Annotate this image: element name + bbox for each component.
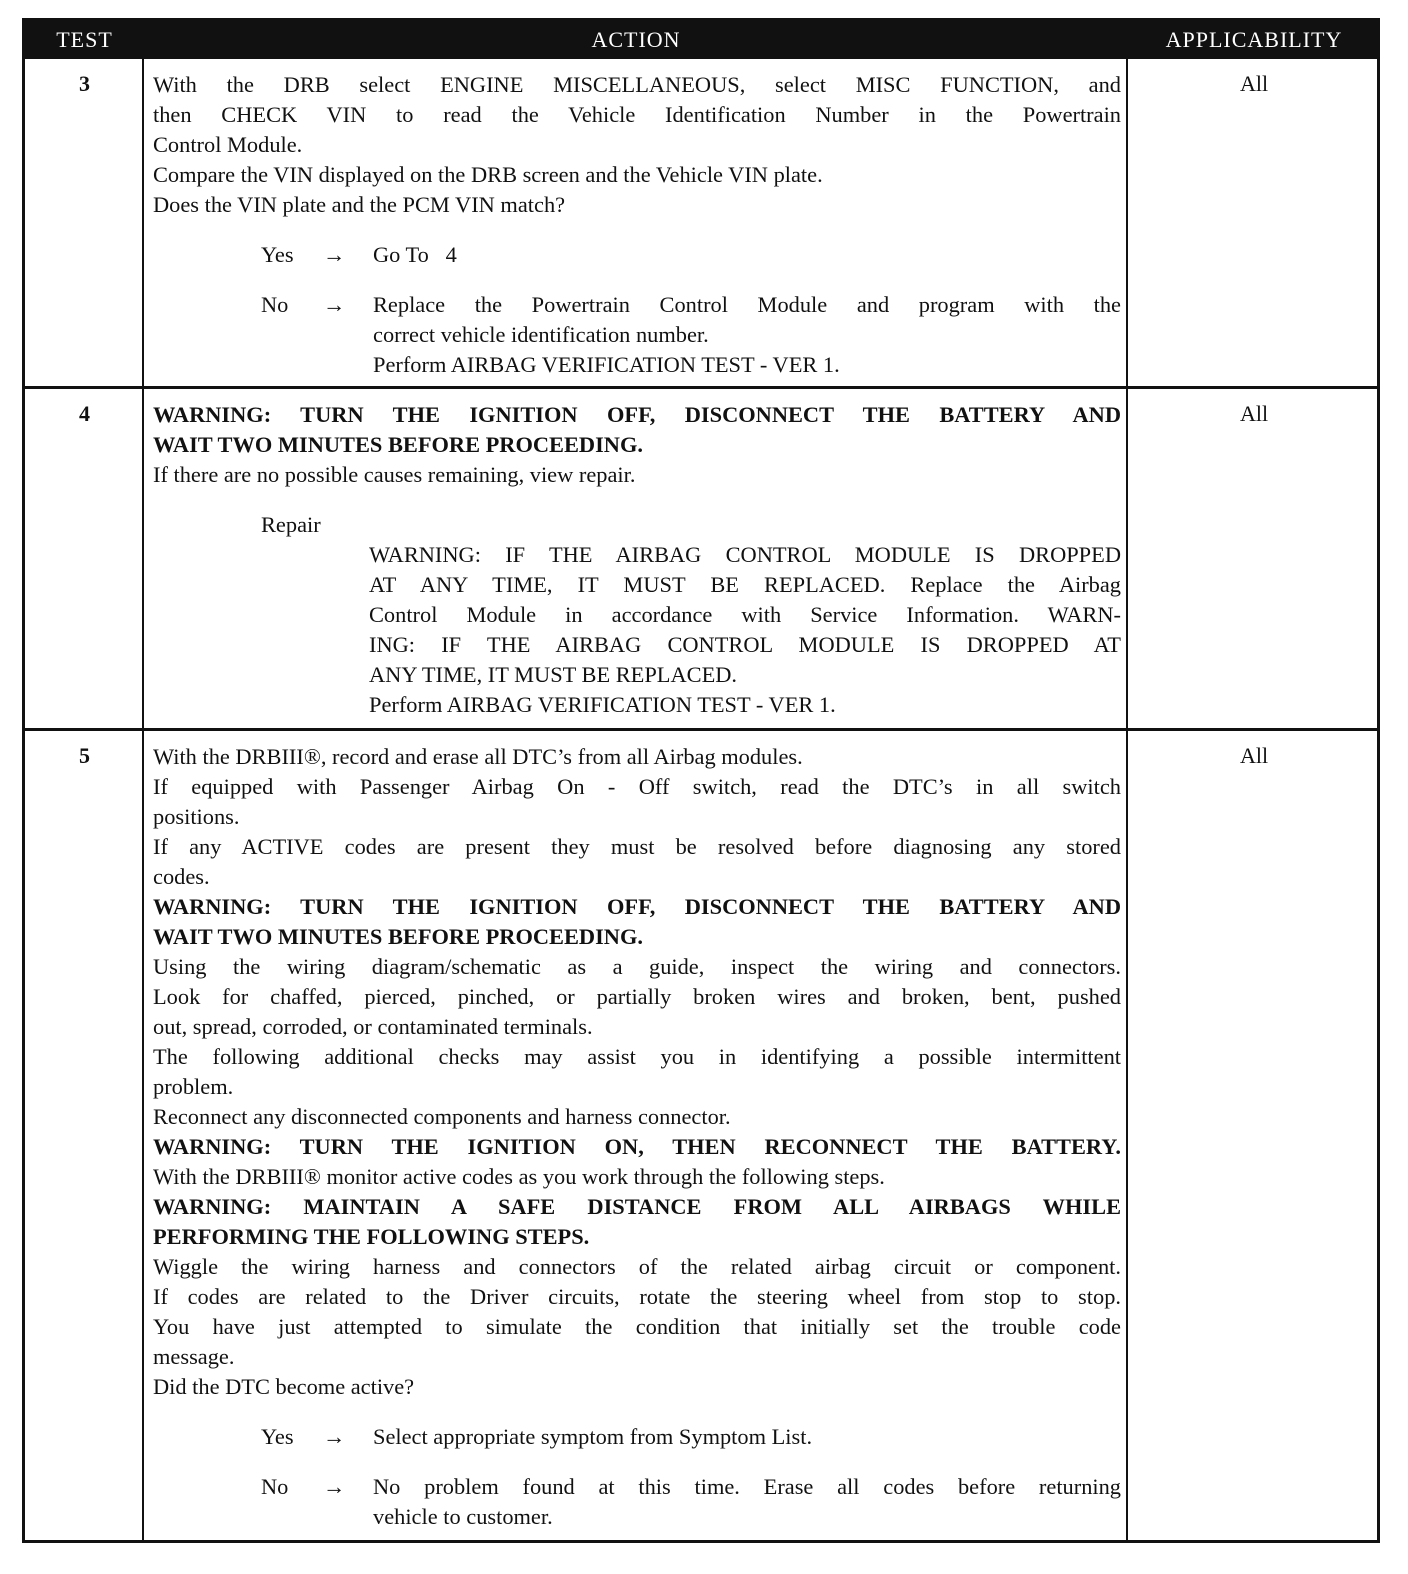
arrow-icon: → bbox=[323, 1474, 346, 1499]
header-action: ACTION bbox=[591, 27, 681, 52]
repair-line: ANY TIME, IT MUST BE REPLACED. bbox=[369, 662, 738, 687]
yes-result: Go To 4 bbox=[373, 242, 457, 267]
warning-line: WAIT TWO MINUTES BEFORE PROCEEDING. bbox=[153, 432, 643, 457]
warning-line: WARNING: TURN THE IGNITION OFF, DISCONNECT THE BATTERY AND bbox=[153, 894, 1121, 919]
repair-line: AT ANY TIME, IT MUST BE REPLACED. Replace the Airbag bbox=[369, 572, 1121, 597]
action-line: With the DRBIII® monitor active codes as you work through the following steps. bbox=[153, 1164, 885, 1189]
no-branch bbox=[153, 1472, 1121, 1532]
row-divider bbox=[25, 728, 1377, 731]
yes-label: Yes bbox=[261, 1424, 294, 1449]
action-line: Does the VIN plate and the PCM VIN match? bbox=[153, 192, 566, 217]
diagnostic-table bbox=[22, 18, 1380, 1543]
applicability-3: All bbox=[1239, 71, 1269, 96]
action-line: You have just attempted to simulate the condition that initially set the trouble code bbox=[153, 1314, 1121, 1339]
yes-branch bbox=[153, 1422, 1121, 1452]
no-result-line: correct vehicle identification number. bbox=[373, 322, 709, 347]
action-line: message. bbox=[153, 1344, 235, 1369]
action-line: With the DRB select ENGINE MISCELLANEOUS, select MISC FUNCTION, and bbox=[153, 72, 1121, 97]
applicability-4: All bbox=[1239, 401, 1269, 426]
yes-label: Yes bbox=[261, 242, 294, 267]
column-divider bbox=[1126, 59, 1128, 1540]
action-line: With the DRBIII®, record and erase all DTC’s from all Airbag modules. bbox=[153, 744, 803, 769]
action-line: If there are no possible causes remaining, view repair. bbox=[153, 462, 636, 487]
action-lines bbox=[153, 742, 1121, 1402]
applicability-5: All bbox=[1239, 743, 1269, 768]
repair-text bbox=[153, 540, 1121, 720]
repair-line: WARNING: IF THE AIRBAG CONTROL MODULE IS DROPPED bbox=[369, 542, 1121, 567]
arrow-icon: → bbox=[323, 292, 346, 317]
warning-line: PERFORMING THE FOLLOWING STEPS. bbox=[153, 1224, 590, 1249]
warning-line: WARNING: TURN THE IGNITION ON, THEN RECONNECT THE BATTERY. bbox=[153, 1134, 1121, 1159]
no-result-line: Replace the Powertrain Control Module and program with the bbox=[373, 292, 1121, 317]
header-applicability: APPLICABILITY bbox=[1165, 27, 1343, 52]
no-result-line: vehicle to customer. bbox=[373, 1504, 553, 1529]
action-test-5 bbox=[153, 742, 1121, 1532]
no-result-line: No problem found at this time. Erase all codes before returning bbox=[373, 1474, 1121, 1499]
action-line: Did the DTC become active? bbox=[153, 1374, 415, 1399]
no-branch bbox=[153, 290, 1121, 380]
no-label: No bbox=[261, 292, 289, 317]
action-test-3 bbox=[153, 70, 1121, 380]
repair-line: ING: IF THE AIRBAG CONTROL MODULE IS DROPPED AT bbox=[369, 632, 1121, 657]
warning-line: WARNING: TURN THE IGNITION OFF, DISCONNECT THE BATTERY AND bbox=[153, 402, 1121, 427]
repair-label: Repair bbox=[261, 512, 321, 537]
no-label: No bbox=[261, 1474, 289, 1499]
action-line: Control Module. bbox=[153, 132, 303, 157]
warning-line: WARNING: MAINTAIN A SAFE DISTANCE FROM ALL AIRBAGS WHILE bbox=[153, 1194, 1121, 1219]
test-number-5: 5 bbox=[79, 743, 90, 768]
test-number-3: 3 bbox=[79, 71, 90, 96]
action-line: Compare the VIN displayed on the DRB screen and the Vehicle VIN plate. bbox=[153, 162, 823, 187]
test-number-4: 4 bbox=[79, 401, 90, 426]
action-line: then CHECK VIN to read the Vehicle Identification Number in the Powertrain bbox=[153, 102, 1121, 127]
action-line: Reconnect any disconnected components and harness connector. bbox=[153, 1104, 731, 1129]
action-line: codes. bbox=[153, 864, 210, 889]
no-result-line: Perform AIRBAG VERIFICATION TEST - VER 1. bbox=[373, 352, 840, 377]
repair-line: Perform AIRBAG VERIFICATION TEST - VER 1. bbox=[369, 692, 836, 717]
action-line: out, spread, corroded, or contaminated terminals. bbox=[153, 1014, 593, 1039]
table-header bbox=[25, 21, 1377, 59]
action-line: problem. bbox=[153, 1074, 234, 1099]
action-line: Wiggle the wiring harness and connectors of the related airbag circuit or component. bbox=[153, 1254, 1121, 1279]
action-line: Using the wiring diagram/schematic as a guide, inspect the wiring and connectors. bbox=[153, 954, 1121, 979]
header-test: TEST bbox=[56, 27, 113, 52]
column-divider bbox=[142, 59, 144, 1540]
action-test-4 bbox=[153, 400, 1121, 720]
warning-line: WAIT TWO MINUTES BEFORE PROCEEDING. bbox=[153, 924, 643, 949]
action-line: The following additional checks may assist you in identifying a possible intermittent bbox=[153, 1044, 1121, 1069]
arrow-icon: → bbox=[323, 1424, 346, 1449]
action-line: Look for chaffed, pierced, pinched, or partially broken wires and broken, bent, pushed bbox=[153, 984, 1121, 1009]
action-line: positions. bbox=[153, 804, 240, 829]
arrow-icon: → bbox=[323, 242, 346, 267]
yes-branch bbox=[153, 240, 1121, 270]
action-line: If any ACTIVE codes are present they must be resolved before diagnosing any stored bbox=[153, 834, 1121, 859]
action-line: If equipped with Passenger Airbag On - Off switch, read the DTC’s in all switch bbox=[153, 774, 1121, 799]
repair-line: Control Module in accordance with Service Information. WARN- bbox=[369, 602, 1121, 627]
yes-result: Select appropriate symptom from Symptom List. bbox=[373, 1424, 813, 1449]
row-divider bbox=[25, 386, 1377, 389]
action-line: If codes are related to the Driver circuits, rotate the steering wheel from stop to stop. bbox=[153, 1284, 1121, 1309]
